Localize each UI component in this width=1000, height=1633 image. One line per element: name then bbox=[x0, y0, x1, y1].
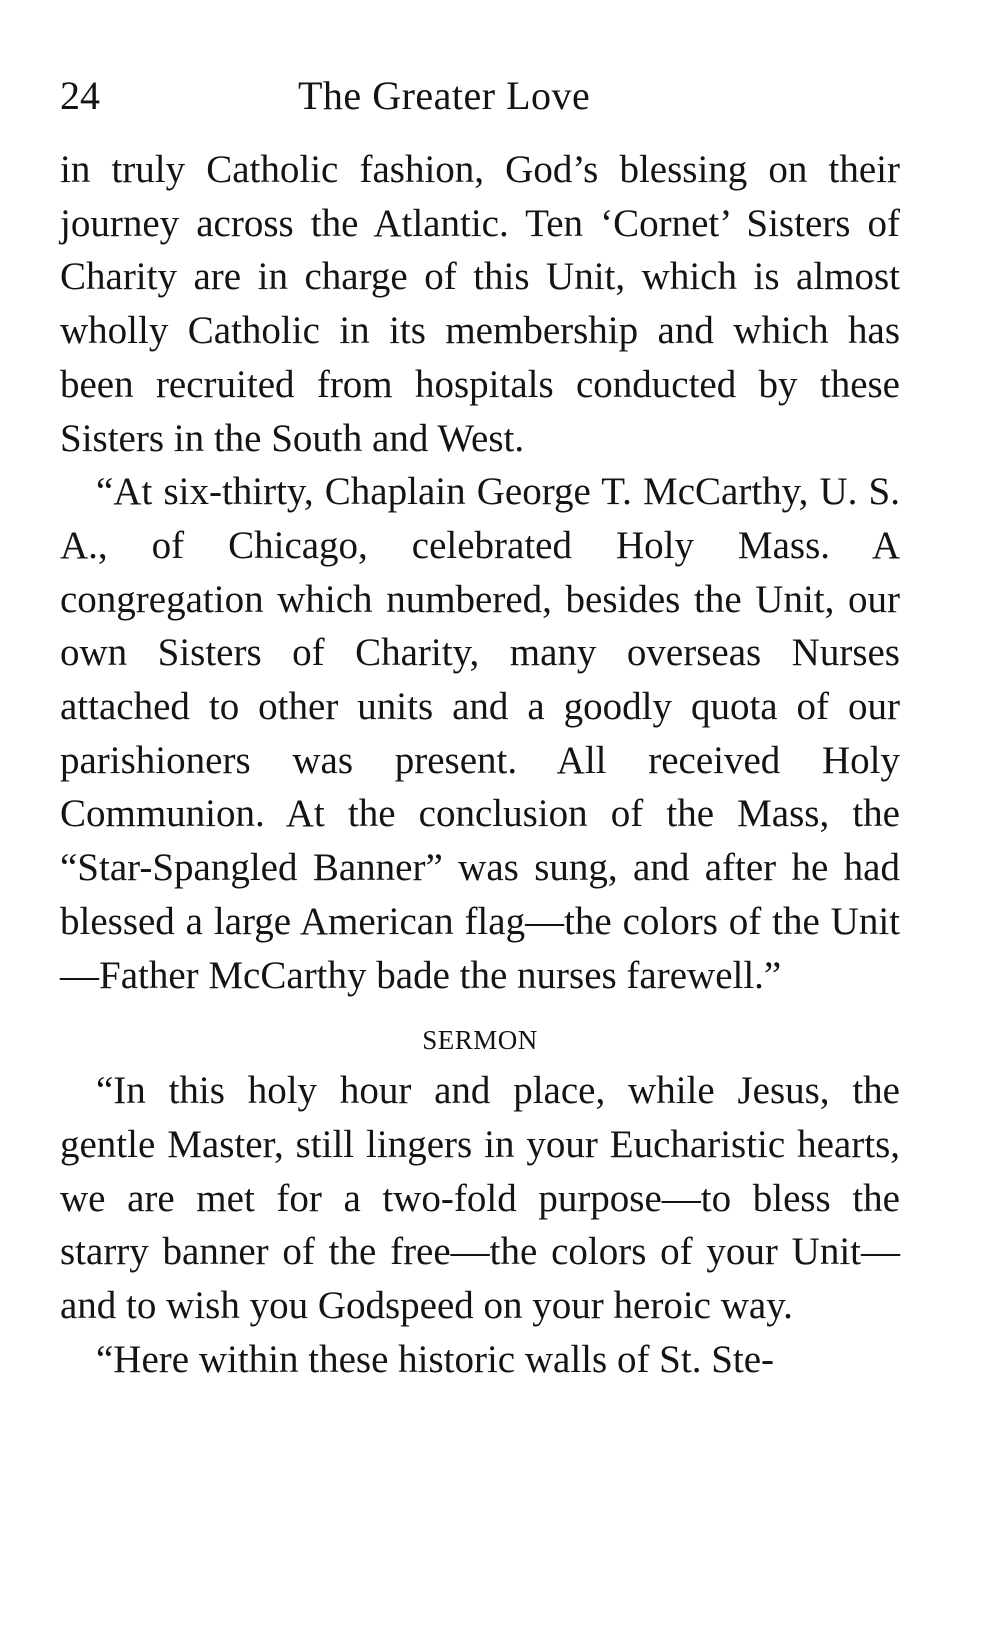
book-title: The Greater Love bbox=[298, 73, 591, 118]
paragraph-continuation: in truly Catholic fashion, God’s blessing on their journey across the Atlantic. Ten ‘Cornet’ Sisters of Charity are in charge of this Unit, which is almost wholly Catholic in its membership and which has been recruited from hospitals conducted by these Sisters in the South and West. bbox=[60, 148, 900, 460]
page-number: 24 bbox=[60, 73, 100, 118]
running-head bbox=[60, 66, 900, 126]
paragraph-mass-account: “At six-thirty, Chaplain George T. McCarthy, U. S. A., of Chicago, celebrated Holy Mass. A congregation which numbered, besides the Unit, our own Sisters of Charity, many overseas Nurses attached to other units and a goodly quota of our parishioners was present. All received Holy Communion. At the conclusion of the Mass, the “Star-Spangled Banner” was sung, and after he had blessed a large American flag—the colors of the Unit—Father McCarthy bade the nurses farewell.” bbox=[60, 470, 900, 997]
paragraph-sermon-opening: “In this holy hour and place, while Jesus, the gentle Master, still lingers in your Eucharistic hearts, we are met for a two-fold purpose—to bless the starry banner of the free—the colors of your Unit—and to wish you Godspeed on your heroic way. bbox=[60, 1069, 900, 1328]
body-text bbox=[60, 143, 900, 1386]
paragraph-sermon-continued: “Here within these historic walls of St. Ste- bbox=[96, 1337, 775, 1381]
section-heading: SERMON bbox=[422, 1025, 538, 1056]
